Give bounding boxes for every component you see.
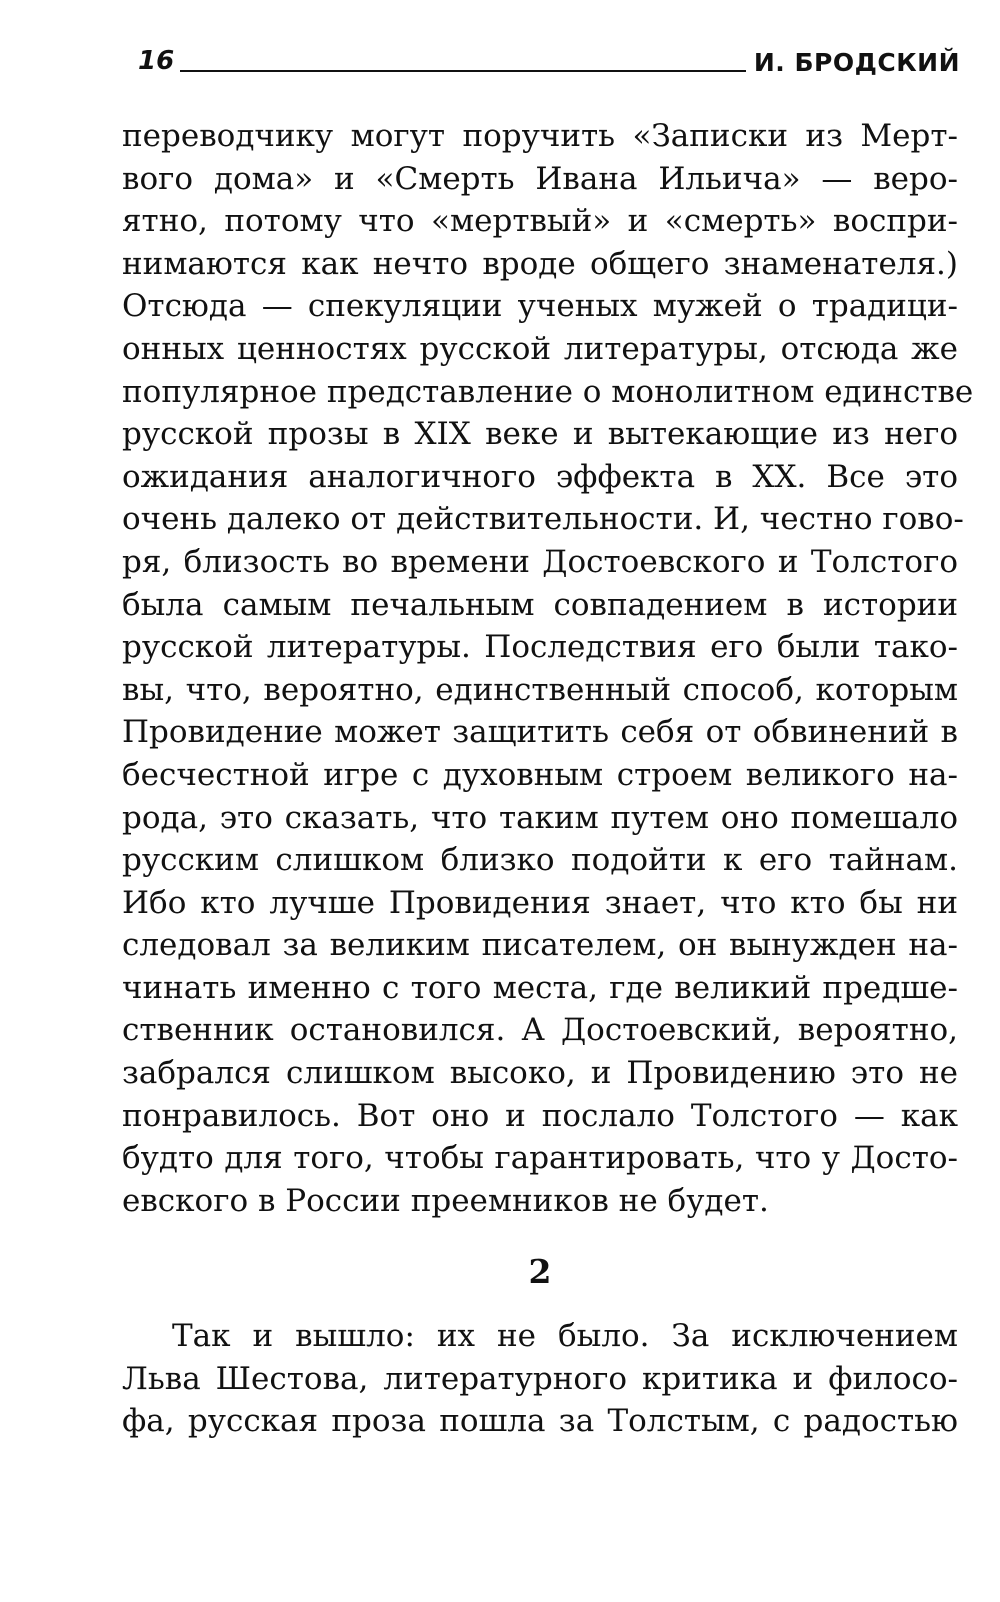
text-line: была самым печальным совпадением в истории (122, 586, 958, 623)
text-line: Ибо кто лучше Провидения знает, что кто бы ни (122, 884, 958, 921)
text-line: ря, близость во времени Достоевского и Толстого (122, 543, 958, 580)
text-line: русским слишком близко подойти к его тайнам. (122, 842, 958, 879)
page-number: 16 (138, 46, 175, 76)
text-line: переводчику могут поручить «Записки из Мерт- (122, 118, 958, 154)
text-line: вы, что, вероятно, единственный способ, которым (122, 671, 958, 708)
text-line: русской литературы. Последствия его были тако- (122, 629, 958, 666)
text-line: Так и вышло: их не было. За исключением (172, 1318, 958, 1354)
text-line: Отсюда — спекуляции ученых мужей о традици- (122, 288, 958, 325)
page-header (138, 36, 960, 76)
text-line: Провидение может защитить себя от обвинений в (122, 714, 958, 751)
text-line: рода, это сказать, что таким путем оно помешало (122, 799, 958, 836)
text-line: чинать именно с того места, где великий предше- (122, 969, 958, 1006)
text-line: забрался слишком высоко, и Провидению это не (122, 1055, 958, 1092)
text-line: бесчестной игре с духовным строем великого на- (122, 756, 958, 793)
text-line: популярное представление о монолитном единстве (122, 373, 974, 410)
header-rule (180, 70, 746, 72)
text-line: евского в России преемников не будет. (122, 1182, 769, 1219)
text-line: ятно, потому что «мертвый» и «смерть» воспри- (122, 203, 958, 240)
running-head-author: И. БРОДСКИЙ (753, 48, 960, 77)
text-line: нимаются как нечто вроде общего знаменателя.) (122, 245, 958, 282)
text-line: русской прозы в XIX веке и вытекающие из него (122, 416, 958, 453)
body-paragraph-continued (122, 115, 974, 1222)
text-line: онных ценностях русской литературы, отсюда же (122, 330, 958, 367)
body-paragraph-section-2 (122, 1315, 958, 1443)
text-line: будто для того, чтобы гарантировать, что у Досто- (122, 1140, 958, 1177)
text-line: очень далеко от действительности. И, честно гово- (122, 501, 964, 538)
text-line: ственник остановился. А Достоевский, вероятно, (122, 1012, 958, 1049)
text-line: фа, русская проза пошла за Толстым, с радостью (122, 1403, 958, 1440)
text-line: Льва Шестова, литературного критика и филосо- (122, 1360, 958, 1397)
section-number: 2 (528, 1252, 552, 1291)
text-line: ожидания аналогичного эффекта в XX. Все это (122, 458, 958, 495)
text-line: понравилось. Вот оно и послало Толстого — как (122, 1097, 958, 1134)
text-line: вого дома» и «Смерть Ивана Ильича» — веро- (122, 160, 958, 197)
text-line: следовал за великим писателем, он вынужден на- (122, 927, 958, 964)
